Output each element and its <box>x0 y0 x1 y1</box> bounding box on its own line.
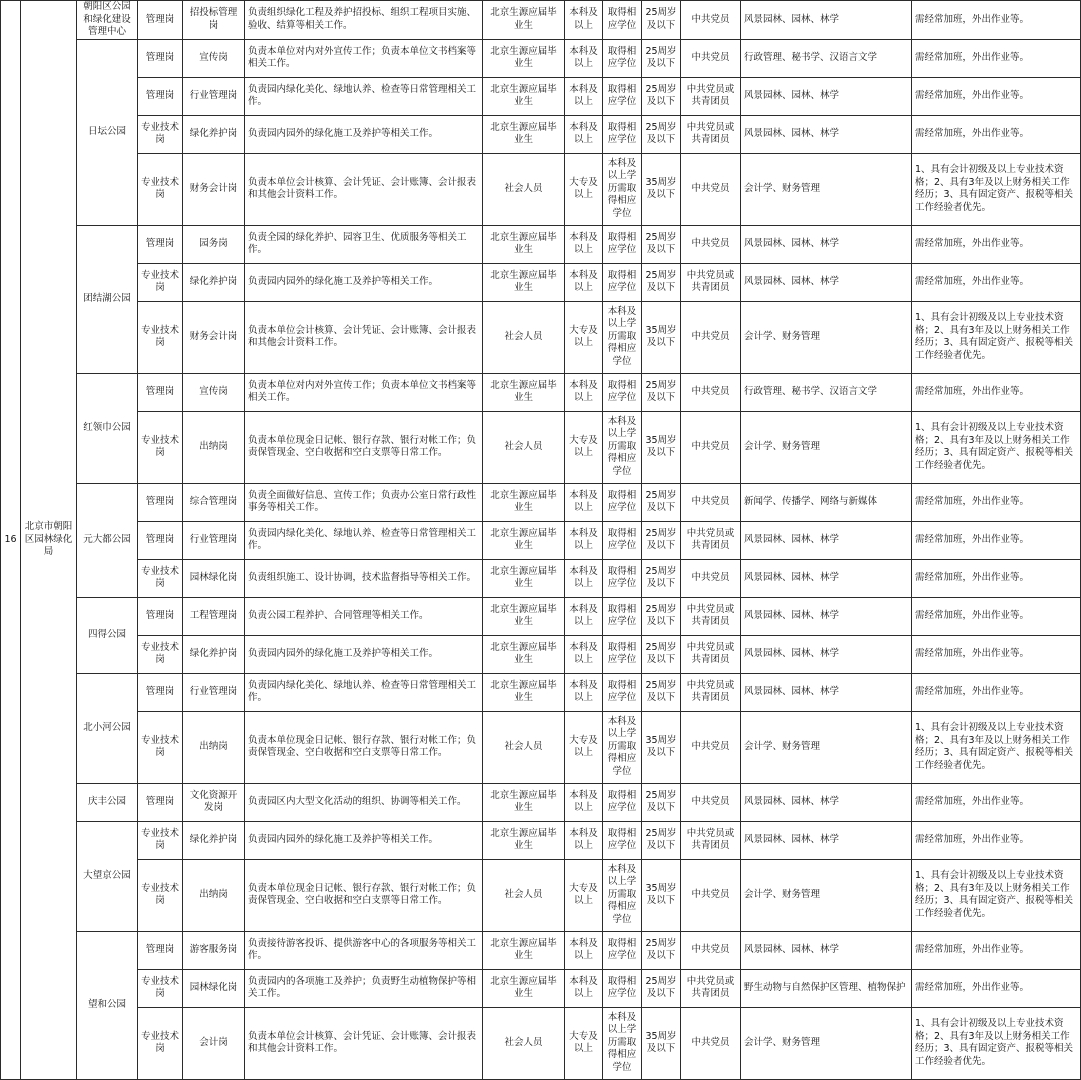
age-limit: 35周岁及以下 <box>642 153 681 225</box>
other-requirements: 需经常加班，外出作业等。 <box>912 783 1081 821</box>
other-requirements: 需经常加班，外出作业等。 <box>912 673 1081 711</box>
post-type: 管理岗 <box>138 225 183 263</box>
other-requirements: 需经常加班，外出作业等。 <box>912 1 1081 40</box>
age-limit: 25周岁及以下 <box>642 115 681 153</box>
major: 野生动物与自然保护区管理、植物保护 <box>741 969 912 1007</box>
degree: 取得相应学位 <box>603 821 642 859</box>
degree: 取得相应学位 <box>603 673 642 711</box>
candidate-source: 社会人员 <box>483 711 565 783</box>
age-limit: 25周岁及以下 <box>642 783 681 821</box>
degree: 本科及以上学历需取得相应学位 <box>603 711 642 783</box>
political-status: 中共党员或共青团员 <box>681 969 741 1007</box>
education: 本科及以上 <box>565 521 603 559</box>
candidate-source: 北京生源应届毕业生 <box>483 673 565 711</box>
major: 会计学、财务管理 <box>741 859 912 931</box>
row-index: 16 <box>1 1 21 1080</box>
job-duty: 负责本单位对内对外宣传工作；负责本单位文书档案等相关工作。 <box>245 373 483 411</box>
unit-name: 团结湖公园 <box>77 225 138 373</box>
political-status: 中共党员 <box>681 483 741 521</box>
candidate-source: 社会人员 <box>483 301 565 373</box>
post-type: 专业技术岗 <box>138 115 183 153</box>
post-name: 行业管理岗 <box>183 673 245 711</box>
job-table-body <box>1 1 1081 1080</box>
job-duty: 负责组织绿化工程及养护招投标、组织工程项目实施、验收、结算等相关工作。 <box>245 1 483 40</box>
major: 会计学、财务管理 <box>741 411 912 483</box>
candidate-source: 北京生源应届毕业生 <box>483 931 565 969</box>
table-row <box>1 969 1081 1007</box>
age-limit: 25周岁及以下 <box>642 559 681 597</box>
table-row <box>1 931 1081 969</box>
age-limit: 35周岁及以下 <box>642 711 681 783</box>
education: 本科及以上 <box>565 1 603 40</box>
post-type: 管理岗 <box>138 597 183 635</box>
education: 本科及以上 <box>565 39 603 77</box>
job-duty: 负责园内绿化美化、绿地认养、检查等日常管理相关工作。 <box>245 673 483 711</box>
age-limit: 35周岁及以下 <box>642 411 681 483</box>
post-name: 宣传岗 <box>183 373 245 411</box>
other-requirements: 需经常加班，外出作业等。 <box>912 931 1081 969</box>
major: 风景园林、园林、林学 <box>741 673 912 711</box>
post-type: 管理岗 <box>138 39 183 77</box>
political-status: 中共党员或共青团员 <box>681 635 741 673</box>
job-duty: 负责全园的绿化养护、园容卫生、优质服务等相关工作。 <box>245 225 483 263</box>
major: 风景园林、园林、林学 <box>741 115 912 153</box>
table-row <box>1 821 1081 859</box>
candidate-source: 社会人员 <box>483 1007 565 1079</box>
post-name: 会计岗 <box>183 1007 245 1079</box>
unit-name: 望和公园 <box>77 931 138 1079</box>
post-type: 管理岗 <box>138 673 183 711</box>
table-row <box>1 301 1081 373</box>
table-row <box>1 673 1081 711</box>
other-requirements: 1、具有会计初级及以上专业技术资格；2、具有3年及以上财务相关工作经历；3、具有固定资产、报税等相关工作经验者优先。 <box>912 301 1081 373</box>
table-row <box>1 1 1081 40</box>
political-status: 中共党员或共青团员 <box>681 77 741 115</box>
education: 本科及以上 <box>565 225 603 263</box>
education: 本科及以上 <box>565 969 603 1007</box>
table-row <box>1 859 1081 931</box>
political-status: 中共党员 <box>681 711 741 783</box>
age-limit: 25周岁及以下 <box>642 931 681 969</box>
degree: 取得相应学位 <box>603 1 642 40</box>
age-limit: 25周岁及以下 <box>642 635 681 673</box>
candidate-source: 北京生源应届毕业生 <box>483 1 565 40</box>
table-row <box>1 115 1081 153</box>
post-type: 专业技术岗 <box>138 301 183 373</box>
table-row <box>1 373 1081 411</box>
major: 风景园林、园林、林学 <box>741 821 912 859</box>
other-requirements: 需经常加班，外出作业等。 <box>912 263 1081 301</box>
job-duty: 负责组织施工、设计协调，技术监督指导等相关工作。 <box>245 559 483 597</box>
education: 本科及以上 <box>565 635 603 673</box>
political-status: 中共党员 <box>681 153 741 225</box>
age-limit: 35周岁及以下 <box>642 301 681 373</box>
age-limit: 25周岁及以下 <box>642 39 681 77</box>
major: 行政管理、秘书学、汉语言文学 <box>741 373 912 411</box>
age-limit: 25周岁及以下 <box>642 225 681 263</box>
job-duty: 负责本单位会计核算、会计凭证、会计账簿、会计报表和其他会计资料工作。 <box>245 153 483 225</box>
other-requirements: 需经常加班，外出作业等。 <box>912 373 1081 411</box>
degree: 取得相应学位 <box>603 39 642 77</box>
political-status: 中共党员 <box>681 39 741 77</box>
table-row <box>1 225 1081 263</box>
major: 行政管理、秘书学、汉语言文学 <box>741 39 912 77</box>
candidate-source: 社会人员 <box>483 411 565 483</box>
post-type: 专业技术岗 <box>138 263 183 301</box>
post-type: 专业技术岗 <box>138 411 183 483</box>
candidate-source: 北京生源应届毕业生 <box>483 783 565 821</box>
other-requirements: 需经常加班，外出作业等。 <box>912 115 1081 153</box>
other-requirements: 1、具有会计初级及以上专业技术资格；2、具有3年及以上财务相关工作经历；3、具有固定资产、报税等相关工作经验者优先。 <box>912 153 1081 225</box>
post-name: 工程管理岗 <box>183 597 245 635</box>
candidate-source: 北京生源应届毕业生 <box>483 521 565 559</box>
major: 新闻学、传播学、网络与新媒体 <box>741 483 912 521</box>
post-type: 管理岗 <box>138 931 183 969</box>
degree: 本科及以上学历需取得相应学位 <box>603 153 642 225</box>
degree: 本科及以上学历需取得相应学位 <box>603 411 642 483</box>
major: 风景园林、园林、林学 <box>741 1 912 40</box>
candidate-source: 北京生源应届毕业生 <box>483 39 565 77</box>
candidate-source: 北京生源应届毕业生 <box>483 559 565 597</box>
age-limit: 35周岁及以下 <box>642 859 681 931</box>
degree: 取得相应学位 <box>603 597 642 635</box>
degree: 本科及以上学历需取得相应学位 <box>603 1007 642 1079</box>
political-status: 中共党员 <box>681 559 741 597</box>
major: 风景园林、园林、林学 <box>741 521 912 559</box>
post-name: 游客服务岗 <box>183 931 245 969</box>
unit-name: 日坛公园 <box>77 39 138 225</box>
major: 会计学、财务管理 <box>741 711 912 783</box>
age-limit: 25周岁及以下 <box>642 821 681 859</box>
political-status: 中共党员或共青团员 <box>681 263 741 301</box>
post-name: 园林绿化岗 <box>183 559 245 597</box>
unit-name: 大望京公园 <box>77 821 138 931</box>
age-limit: 25周岁及以下 <box>642 1 681 40</box>
political-status: 中共党员 <box>681 1007 741 1079</box>
unit-name: 北小河公园 <box>77 673 138 783</box>
post-type: 管理岗 <box>138 77 183 115</box>
table-row <box>1 597 1081 635</box>
other-requirements: 需经常加班，外出作业等。 <box>912 77 1081 115</box>
major: 风景园林、园林、林学 <box>741 77 912 115</box>
candidate-source: 北京生源应届毕业生 <box>483 225 565 263</box>
post-type: 专业技术岗 <box>138 821 183 859</box>
education: 本科及以上 <box>565 483 603 521</box>
political-status: 中共党员 <box>681 859 741 931</box>
education: 本科及以上 <box>565 263 603 301</box>
education: 本科及以上 <box>565 673 603 711</box>
major: 风景园林、园林、林学 <box>741 931 912 969</box>
post-name: 园务岗 <box>183 225 245 263</box>
post-name: 绿化养护岗 <box>183 635 245 673</box>
job-duty: 负责园内的各项施工及养护；负责野生动植物保护等相关工作。 <box>245 969 483 1007</box>
post-name: 综合管理岗 <box>183 483 245 521</box>
other-requirements: 需经常加班，外出作业等。 <box>912 483 1081 521</box>
political-status: 中共党员 <box>681 783 741 821</box>
degree: 取得相应学位 <box>603 115 642 153</box>
major: 风景园林、园林、林学 <box>741 225 912 263</box>
candidate-source: 北京生源应届毕业生 <box>483 115 565 153</box>
education: 本科及以上 <box>565 77 603 115</box>
post-type: 管理岗 <box>138 373 183 411</box>
post-name: 出纳岗 <box>183 411 245 483</box>
degree: 取得相应学位 <box>603 483 642 521</box>
other-requirements: 需经常加班，外出作业等。 <box>912 225 1081 263</box>
post-type: 专业技术岗 <box>138 711 183 783</box>
education: 本科及以上 <box>565 373 603 411</box>
job-duty: 负责园内绿化美化、绿地认养、检查等日常管理相关工作。 <box>245 77 483 115</box>
political-status: 中共党员或共青团员 <box>681 673 741 711</box>
other-requirements: 需经常加班，外出作业等。 <box>912 597 1081 635</box>
education: 本科及以上 <box>565 597 603 635</box>
political-status: 中共党员或共青团员 <box>681 597 741 635</box>
table-row <box>1 521 1081 559</box>
political-status: 中共党员 <box>681 1 741 40</box>
post-type: 管理岗 <box>138 1 183 40</box>
candidate-source: 社会人员 <box>483 153 565 225</box>
political-status: 中共党员 <box>681 931 741 969</box>
unit-name: 红领巾公园 <box>77 373 138 483</box>
job-duty: 负责本单位现金日记帐、银行存款、银行对帐工作；负责保管现金、空白收据和空白支票等日常工作。 <box>245 411 483 483</box>
other-requirements: 需经常加班，外出作业等。 <box>912 969 1081 1007</box>
other-requirements: 需经常加班，外出作业等。 <box>912 821 1081 859</box>
education: 大专及以上 <box>565 411 603 483</box>
degree: 取得相应学位 <box>603 635 642 673</box>
age-limit: 25周岁及以下 <box>642 521 681 559</box>
post-type: 专业技术岗 <box>138 153 183 225</box>
degree: 取得相应学位 <box>603 77 642 115</box>
job-duty: 负责本单位现金日记帐、银行存款、银行对帐工作；负责保管现金、空白收据和空白支票等日常工作。 <box>245 859 483 931</box>
candidate-source: 北京生源应届毕业生 <box>483 263 565 301</box>
bureau-name: 北京市朝阳区园林绿化局 <box>21 1 77 1080</box>
candidate-source: 社会人员 <box>483 859 565 931</box>
candidate-source: 北京生源应届毕业生 <box>483 635 565 673</box>
degree: 取得相应学位 <box>603 263 642 301</box>
table-row <box>1 77 1081 115</box>
education: 本科及以上 <box>565 821 603 859</box>
post-type: 专业技术岗 <box>138 859 183 931</box>
political-status: 中共党员 <box>681 411 741 483</box>
education: 本科及以上 <box>565 931 603 969</box>
table-row <box>1 153 1081 225</box>
job-duty: 负责园内绿化美化、绿地认养、检查等日常管理相关工作。 <box>245 521 483 559</box>
job-duty: 负责园内园外的绿化施工及养护等相关工作。 <box>245 115 483 153</box>
post-name: 绿化养护岗 <box>183 115 245 153</box>
post-name: 文化资源开发岗 <box>183 783 245 821</box>
political-status: 中共党员 <box>681 301 741 373</box>
job-duty: 负责本单位对内对外宣传工作；负责本单位文书档案等相关工作。 <box>245 39 483 77</box>
education: 本科及以上 <box>565 559 603 597</box>
age-limit: 25周岁及以下 <box>642 263 681 301</box>
job-duty: 负责本单位会计核算、会计凭证、会计账簿、会计报表和其他会计资料工作。 <box>245 1007 483 1079</box>
unit-name: 元大都公园 <box>77 483 138 597</box>
other-requirements: 1、具有会计初级及以上专业技术资格；2、具有3年及以上财务相关工作经历；3、具有固定资产、报税等相关工作经验者优先。 <box>912 711 1081 783</box>
table-row <box>1 711 1081 783</box>
table-row <box>1 783 1081 821</box>
job-duty: 负责园内园外的绿化施工及养护等相关工作。 <box>245 635 483 673</box>
table-row <box>1 411 1081 483</box>
degree: 取得相应学位 <box>603 783 642 821</box>
candidate-source: 北京生源应届毕业生 <box>483 969 565 1007</box>
post-name: 出纳岗 <box>183 859 245 931</box>
post-type: 管理岗 <box>138 521 183 559</box>
education: 大专及以上 <box>565 859 603 931</box>
job-duty: 负责园内园外的绿化施工及养护等相关工作。 <box>245 821 483 859</box>
education: 大专及以上 <box>565 301 603 373</box>
post-name: 行业管理岗 <box>183 77 245 115</box>
table-row <box>1 263 1081 301</box>
age-limit: 25周岁及以下 <box>642 483 681 521</box>
other-requirements: 1、具有会计初级及以上专业技术资格；2、具有3年及以上财务相关工作经历；3、具有固定资产、报税等相关工作经验者优先。 <box>912 411 1081 483</box>
education: 本科及以上 <box>565 783 603 821</box>
education: 大专及以上 <box>565 711 603 783</box>
post-type: 管理岗 <box>138 783 183 821</box>
post-type: 管理岗 <box>138 483 183 521</box>
other-requirements: 需经常加班，外出作业等。 <box>912 521 1081 559</box>
post-type: 专业技术岗 <box>138 969 183 1007</box>
unit-name: 朝阳区公园和绿化建设管理中心 <box>77 1 138 40</box>
age-limit: 25周岁及以下 <box>642 673 681 711</box>
table-row <box>1 635 1081 673</box>
post-name: 绿化养护岗 <box>183 263 245 301</box>
post-name: 出纳岗 <box>183 711 245 783</box>
major: 风景园林、园林、林学 <box>741 559 912 597</box>
post-name: 财务会计岗 <box>183 301 245 373</box>
table-row <box>1 483 1081 521</box>
job-duty: 负责全面做好信息、宣传工作；负责办公室日常行政性事务等相关工作。 <box>245 483 483 521</box>
age-limit: 25周岁及以下 <box>642 969 681 1007</box>
candidate-source: 北京生源应届毕业生 <box>483 597 565 635</box>
major: 风景园林、园林、林学 <box>741 597 912 635</box>
education: 大专及以上 <box>565 153 603 225</box>
job-duty: 负责本单位现金日记帐、银行存款、银行对帐工作；负责保管现金、空白收据和空白支票等日常工作。 <box>245 711 483 783</box>
post-name: 行业管理岗 <box>183 521 245 559</box>
major: 会计学、财务管理 <box>741 1007 912 1079</box>
degree: 取得相应学位 <box>603 559 642 597</box>
degree: 取得相应学位 <box>603 931 642 969</box>
table-row <box>1 1007 1081 1079</box>
education: 大专及以上 <box>565 1007 603 1079</box>
post-type: 专业技术岗 <box>138 559 183 597</box>
political-status: 中共党员或共青团员 <box>681 115 741 153</box>
candidate-source: 北京生源应届毕业生 <box>483 77 565 115</box>
other-requirements: 需经常加班，外出作业等。 <box>912 559 1081 597</box>
political-status: 中共党员 <box>681 373 741 411</box>
degree: 本科及以上学历需取得相应学位 <box>603 859 642 931</box>
degree: 本科及以上学历需取得相应学位 <box>603 301 642 373</box>
post-type: 专业技术岗 <box>138 1007 183 1079</box>
major: 会计学、财务管理 <box>741 153 912 225</box>
job-duty: 负责园内园外的绿化施工及养护等相关工作。 <box>245 263 483 301</box>
other-requirements: 1、具有会计初级及以上专业技术资格；2、具有3年及以上财务相关工作经历；3、具有固定资产、报税等相关工作经验者优先。 <box>912 1007 1081 1079</box>
post-name: 园林绿化岗 <box>183 969 245 1007</box>
major: 会计学、财务管理 <box>741 301 912 373</box>
post-name: 宣传岗 <box>183 39 245 77</box>
candidate-source: 北京生源应届毕业生 <box>483 483 565 521</box>
unit-name: 庆丰公园 <box>77 783 138 821</box>
job-duty: 负责本单位会计核算、会计凭证、会计账簿、会计报表和其他会计资料工作。 <box>245 301 483 373</box>
job-duty: 负责园区内大型文化活动的组织、协调等相关工作。 <box>245 783 483 821</box>
job-duty: 负责接待游客投诉、提供游客中心的各项服务等相关工作。 <box>245 931 483 969</box>
table-row <box>1 39 1081 77</box>
degree: 取得相应学位 <box>603 225 642 263</box>
political-status: 中共党员或共青团员 <box>681 821 741 859</box>
degree: 取得相应学位 <box>603 969 642 1007</box>
candidate-source: 北京生源应届毕业生 <box>483 821 565 859</box>
unit-name: 四得公园 <box>77 597 138 673</box>
other-requirements: 需经常加班，外出作业等。 <box>912 39 1081 77</box>
major: 风景园林、园林、林学 <box>741 635 912 673</box>
post-name: 财务会计岗 <box>183 153 245 225</box>
post-type: 专业技术岗 <box>138 635 183 673</box>
age-limit: 35周岁及以下 <box>642 1007 681 1079</box>
age-limit: 25周岁及以下 <box>642 373 681 411</box>
political-status: 中共党员或共青团员 <box>681 521 741 559</box>
degree: 取得相应学位 <box>603 373 642 411</box>
political-status: 中共党员 <box>681 225 741 263</box>
age-limit: 25周岁及以下 <box>642 77 681 115</box>
post-name: 招投标管理岗 <box>183 1 245 40</box>
age-limit: 25周岁及以下 <box>642 597 681 635</box>
major: 风景园林、园林、林学 <box>741 263 912 301</box>
other-requirements: 1、具有会计初级及以上专业技术资格；2、具有3年及以上财务相关工作经历；3、具有固定资产、报税等相关工作经验者优先。 <box>912 859 1081 931</box>
education: 本科及以上 <box>565 115 603 153</box>
candidate-source: 北京生源应届毕业生 <box>483 373 565 411</box>
table-row <box>1 559 1081 597</box>
post-name: 绿化养护岗 <box>183 821 245 859</box>
other-requirements: 需经常加班，外出作业等。 <box>912 635 1081 673</box>
major: 风景园林、园林、林学 <box>741 783 912 821</box>
degree: 取得相应学位 <box>603 521 642 559</box>
job-duty: 负责公园工程养护、合同管理等相关工作。 <box>245 597 483 635</box>
